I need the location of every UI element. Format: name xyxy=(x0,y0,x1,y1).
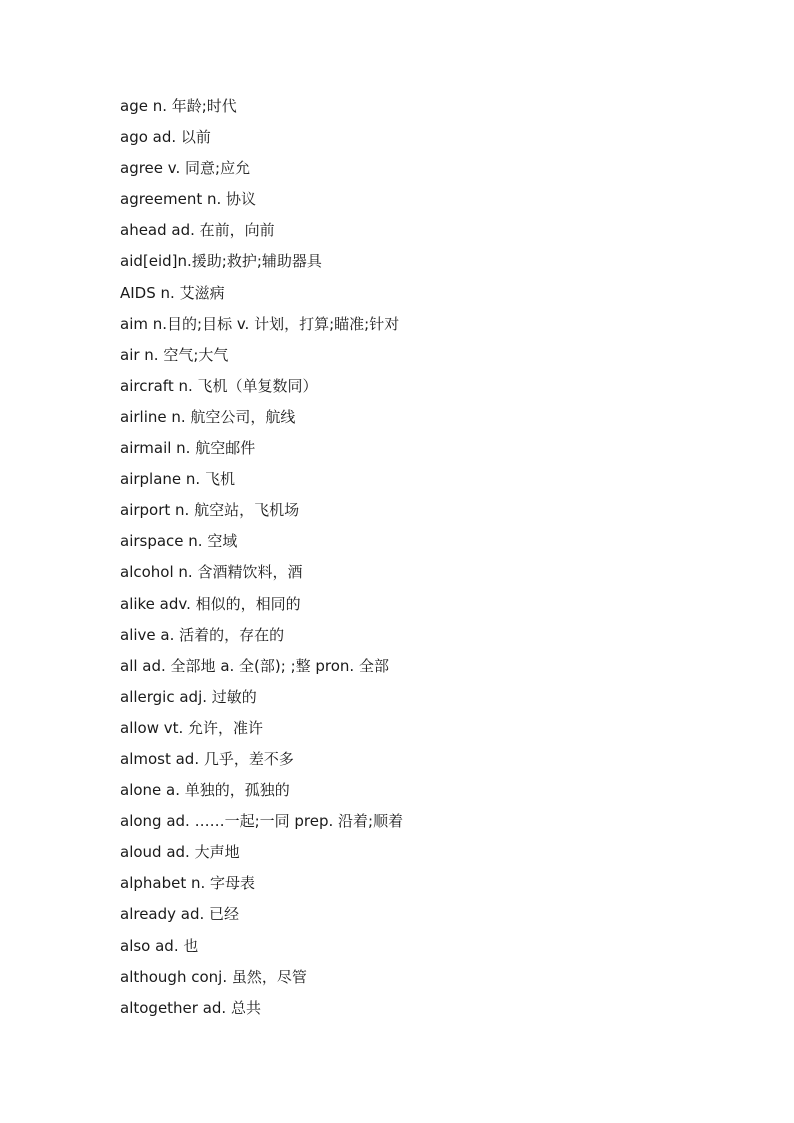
vocabulary-entry: aircraft n. 飞机（单复数同） xyxy=(120,376,318,395)
vocabulary-entry: already ad. 已经 xyxy=(120,905,240,924)
vocabulary-entry: aim n.目的;目标 v. 计划，打算;瞄准;针对 xyxy=(120,314,400,333)
vocabulary-entry: alphabet n. 字母表 xyxy=(120,874,256,893)
vocabulary-entry: aloud ad. 大声地 xyxy=(120,843,240,862)
vocabulary-entry: air n. 空气;大气 xyxy=(120,345,229,364)
vocabulary-entry: almost ad. 几乎，差不多 xyxy=(120,749,294,768)
vocabulary-entry: alike adv. 相似的，相同的 xyxy=(120,594,301,613)
vocabulary-entry: although conj. 虽然，尽管 xyxy=(120,967,307,986)
vocabulary-entry: alcohol n. 含酒精饮料，酒 xyxy=(120,563,303,582)
vocabulary-entry: also ad. 也 xyxy=(120,936,199,955)
vocabulary-entry: airline n. 航空公司，航线 xyxy=(120,407,296,426)
vocabulary-entry: agreement n. 协议 xyxy=(120,190,257,209)
vocabulary-entry: allow vt. 允许，准许 xyxy=(120,718,264,737)
vocabulary-entry: alone a. 单独的，孤独的 xyxy=(120,781,290,800)
vocabulary-entry: ahead ad. 在前，向前 xyxy=(120,221,275,240)
vocabulary-entry: airplane n. 飞机 xyxy=(120,470,235,489)
vocabulary-entry: AIDS n. 艾滋病 xyxy=(120,283,225,302)
vocabulary-entry: airspace n. 空域 xyxy=(120,532,238,551)
vocabulary-entry: ago ad. 以前 xyxy=(120,128,211,147)
vocabulary-entry: agree v. 同意;应允 xyxy=(120,159,251,178)
vocabulary-entry: alive a. 活着的，存在的 xyxy=(120,625,285,644)
vocabulary-entry: aid[eid]n.援助;救护;辅助器具 xyxy=(120,252,322,271)
vocabulary-entry: altogether ad. 总共 xyxy=(120,998,261,1017)
vocabulary-entry: age n. 年龄;时代 xyxy=(120,97,237,115)
vocabulary-entry: allergic adj. 过敏的 xyxy=(120,687,257,706)
vocabulary-list xyxy=(120,93,403,1026)
vocabulary-entry: airport n. 航空站，飞机场 xyxy=(120,501,300,520)
vocabulary-entry: airmail n. 航空邮件 xyxy=(120,439,256,458)
vocabulary-entry: all ad. 全部地 a. 全(部); ;整 pron. 全部 xyxy=(120,656,389,675)
vocabulary-entry: along ad. ……一起;一同 prep. 沿着;顺着 xyxy=(120,812,404,831)
